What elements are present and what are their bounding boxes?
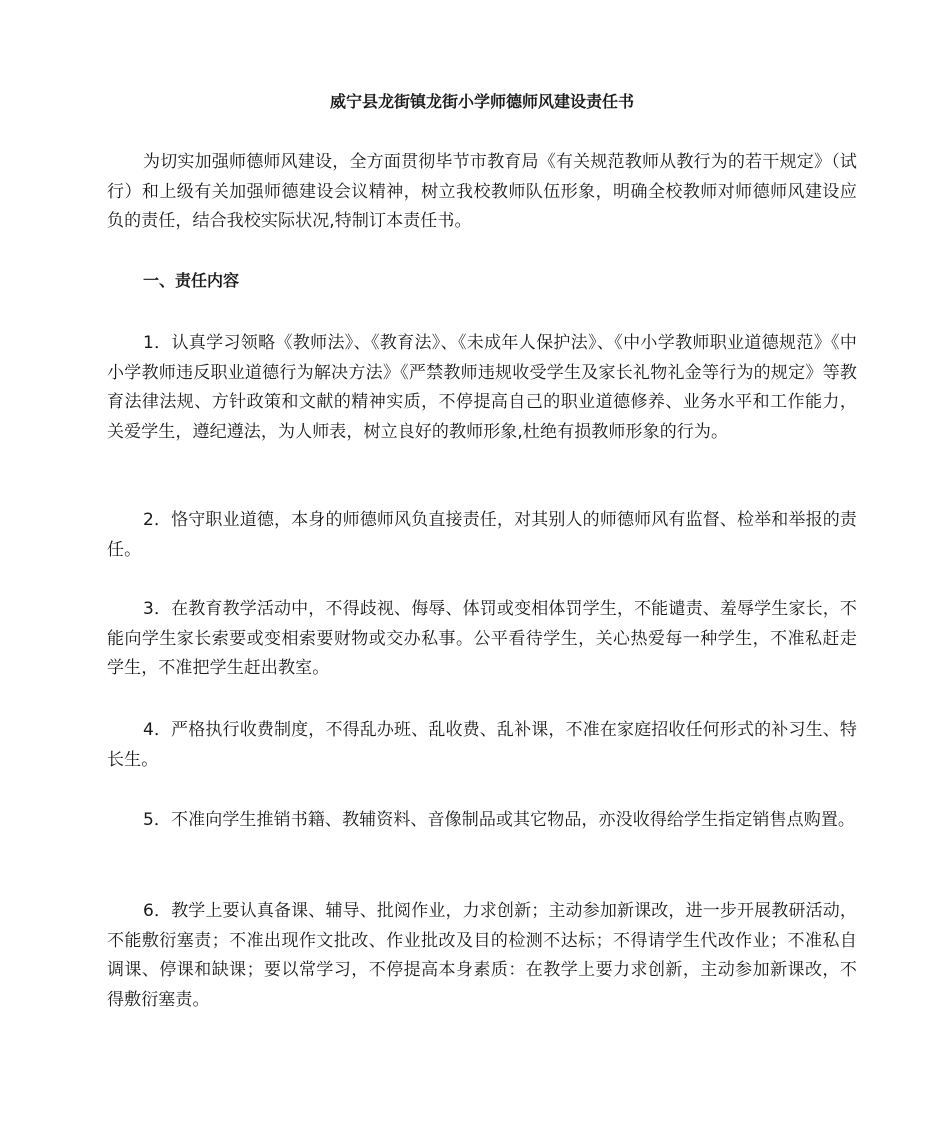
list-item-4: 4．严格执行收费制度，不得乱办班、乱收费、乱补课，不准在家庭招收任何形式的补习生、特长生。 <box>107 720 857 770</box>
list-item-1: 1．认真学习领略《教师法》、《教育法》、《未成年人保护法》、《中小学教师职业道德规范》《中小学教师违反职业道德行为解决方法》《严禁教师违规收受学生及家长礼物礼金等行为的规定》等教育法律法规、方针政策和文献的精神实质，不停提高自己的职业道德修养、业务水平和工作能力，关爱学生，遵纪遵法，为人师表，树立良好的教师形象,杜绝有损教师形象的行为。 <box>107 333 857 442</box>
document-title: 威宁县龙街镇龙街小学师德师风建设责任书 <box>329 92 634 111</box>
list-item-6: 6．教学上要认真备课、辅导、批阅作业，力求创新；主动参加新课改，进一步开展教研活动，不能敷衍塞责；不准出现作文批改、作业批改及目的检测不达标；不得请学生代改作业；不准私自调课、停课和缺课；要以常学习，不停提高本身素质：在教学上要力求创新，主动参加新课改，不得敷衍塞责。 <box>107 901 857 1010</box>
list-item-5: 5．不准向学生推销书籍、教辅资料、音像制品或其它物品，亦没收得给学生指定销售点购置。 <box>143 810 856 830</box>
intro-paragraph: 为切实加强师德师风建设，全方面贯彻毕节市教育局《有关规范教师从教行为的若干规定》（试行）和上级有关加强师德建设会议精神，树立我校教师队伍形象，明确全校教师对师德师风建设应负的责任，结合我校实际状况,特制订本责任书。 <box>107 152 857 231</box>
list-item-2: 2．恪守职业道德，本身的师德师风负直接责任，对其别人的师德师风有监督、检举和举报的责任。 <box>107 510 857 560</box>
list-item-3: 3．在教育教学活动中，不得歧视、侮辱、体罚或变相体罚学生，不能谴责、羞辱学生家长，不能向学生家长索要或变相索要财物或交办私事。公平看待学生，关心热爱每一种学生，不准私赶走学生，不准把学生赶出教室。 <box>107 599 857 678</box>
section-heading-responsibilities: 一、责任内容 <box>143 271 240 290</box>
